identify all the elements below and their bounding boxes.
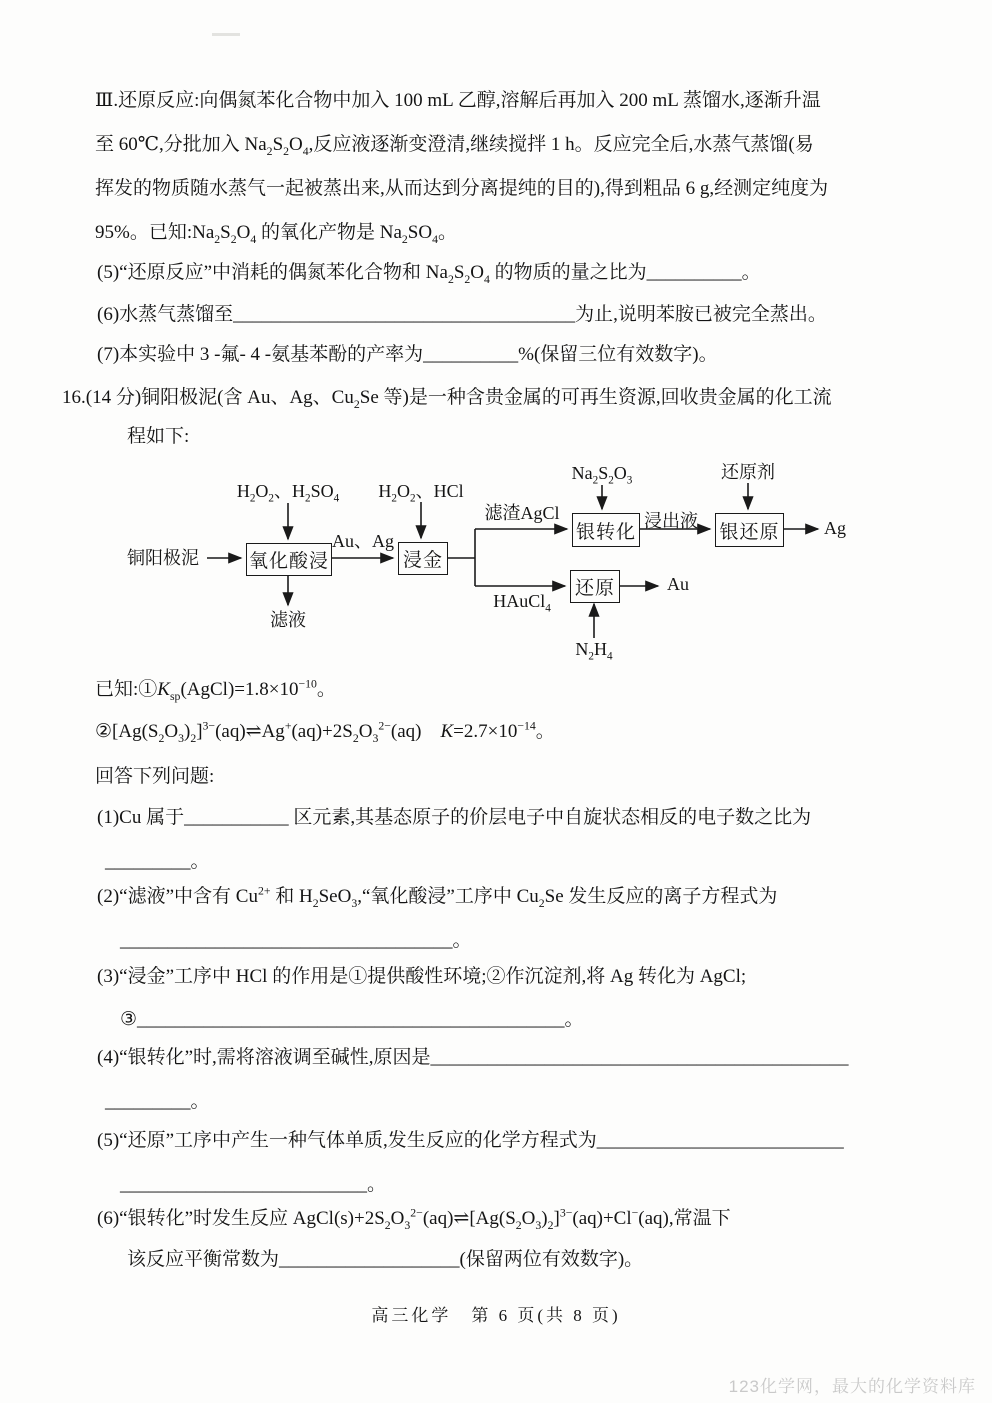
flow-edge-label-residue-agcl: 滤渣AgCl (484, 503, 560, 523)
flow-box-oxidize-label: 氧化酸浸 (248, 551, 329, 572)
q16-2-line-2: ___________________________________。 (120, 930, 472, 951)
flow-box-reduce (570, 570, 620, 603)
q16-1-line-1: (1)Cu 属于___________ 区元素,其基态原子的价层电子中自旋状态相反的电子数之比为 (97, 807, 812, 828)
question-7-yield: (7)本实验中 3 -氟- 4 -氨基苯酚的产率为__________%(保留三位有效数字)。 (97, 344, 718, 365)
section3-para-line-1: Ⅲ.还原反应:向偶氮苯化合物中加入 100 mL 乙醇,溶解后再加入 200 mL 蒸馏水,逐渐升温 (95, 90, 821, 111)
flow-output-filtrate: 滤液 (270, 610, 306, 630)
q16-4-line-2: _________。 (105, 1091, 210, 1112)
flow-box-reduce-label: 还原 (574, 578, 615, 599)
flow-input-reductant: 还原剂 (721, 462, 775, 482)
flow-source-anode-slime: 铜阳极泥 (127, 548, 199, 568)
section3-para-line-2: 至 60℃,分批加入 $Na_2S_2O_4$,反应液逐渐变澄清,继续搅拌 1 h。反应完全后,水蒸气蒸馏(易 (95, 134, 814, 158)
flow-box-silver-reduce-label: 银还原 (719, 521, 780, 543)
q16-5-line-1: (5)“还原”工序中产生一种气体单质,发生反应的化学方程式为__________________________ (97, 1130, 844, 1151)
flow-output-ag: Ag (824, 518, 846, 538)
question-5-reduction-ratio: (5)“还原反应”中消耗的偶氮苯化合物和 $Na_2S_2O_4$ 的物质的量之比为__________。 (97, 262, 761, 286)
q16-5-line-2: __________________________。 (120, 1174, 387, 1195)
flow-edge-label-leachate: 浸出液 (644, 511, 698, 531)
q16-4-line-1: (4)“银转化”时,需将溶液调至碱性,原因是____________________________________________ (97, 1047, 849, 1068)
page-footer: 高三化学 第 6 页(共 8 页) (371, 1306, 621, 1325)
question-6-steam-distill: (6)水蒸气蒸馏至____________________________________为止,说明苯胺已被完全蒸出。 (97, 304, 827, 325)
question-16-intro-line-1: 16.(14 分)铜阳极泥(含 Au、Ag、$Cu_2Se$ 等)是一种含贵金属的可再生资源,回收贵金属的化工流 (62, 387, 832, 411)
scan-artifact (212, 33, 240, 36)
known-equilibrium-k: $②[Ag(S_2O_3)_2]^{3-}(aq)\rightleftharpoons Ag^+(aq)+2S_2O_3^{2-}(aq)$ $K=2.7\times 10^{-14}$。 (95, 719, 555, 745)
question-16-intro-line-2: 程如下: (127, 426, 190, 447)
process-flowchart (0, 455, 992, 670)
q16-6-line-2: 该反应平衡常数为___________________(保留两位有效数字)。 (127, 1249, 644, 1270)
q16-6-line-1: (6)“银转化”时发生反应 $AgCl(s)+2S_2O_3^{2-}(aq)\rightleftharpoons[Ag(S_2O_3)_2]^{3-}(aq)+Cl^-(aq)$,常温下 (97, 1206, 731, 1232)
answer-prompt: 回答下列问题: (95, 766, 215, 787)
flow-box-silver-reduce (715, 513, 784, 547)
flow-box-silver-convert (572, 513, 640, 547)
q16-2-line-1: (2)“滤液”中含有 $Cu^{2+}$ 和 $H_2SeO_3,“$氧化酸浸”工序中 $Cu_2Se$ 发生反应的离子方程式为 (97, 884, 778, 910)
section3-para-line-3: 挥发的物质随水蒸气一起被蒸出来,从而达到分离提纯的目的),得到粗品 6 g,经测定纯度为 (95, 178, 829, 199)
section3-para-line-4: 95%。已知$:Na_2S_2O_4$ 的氧化产物是 $Na_2SO_4$。 (95, 222, 457, 246)
flow-input-h2o2-h2so4: $H_2O_2$、$H_2SO_4$ (236, 481, 340, 505)
site-watermark: 123化学网，最大的化学资料库 (728, 1377, 976, 1396)
q16-3-line-2: ③_____________________________________________。 (120, 1009, 584, 1030)
flow-box-oxidize-acid-leach (246, 543, 332, 576)
flow-box-silver-convert-label: 银转化 (575, 521, 636, 543)
flow-input-h2o2-hcl: $H_2O_2$、HCl (378, 481, 464, 505)
flow-box-gold-leach-label: 浸金 (402, 550, 443, 571)
q16-1-line-2: _________。 (105, 851, 210, 872)
q16-3-line-1: (3)“浸金”工序中 HCl 的作用是①提供酸性环境;②作沉淀剂,将 Ag 转化为 AgCl; (97, 966, 747, 987)
flow-edge-label-au-ag: Au、Ag (332, 531, 394, 551)
flow-input-na2s2o3: $Na_2S_2O_3$ (571, 463, 633, 487)
known-ksp-agcl: 已知$:①K_{sp}(AgCl)=1.8\times 10^{-10}$。 (95, 677, 336, 703)
flow-output-au: Au (667, 574, 689, 594)
flow-box-gold-leach (398, 542, 448, 575)
flow-edge-label-haucl4: HAuCl$_4$ (493, 591, 551, 615)
flow-input-n2h4: $N_2H_4$ (575, 639, 613, 663)
